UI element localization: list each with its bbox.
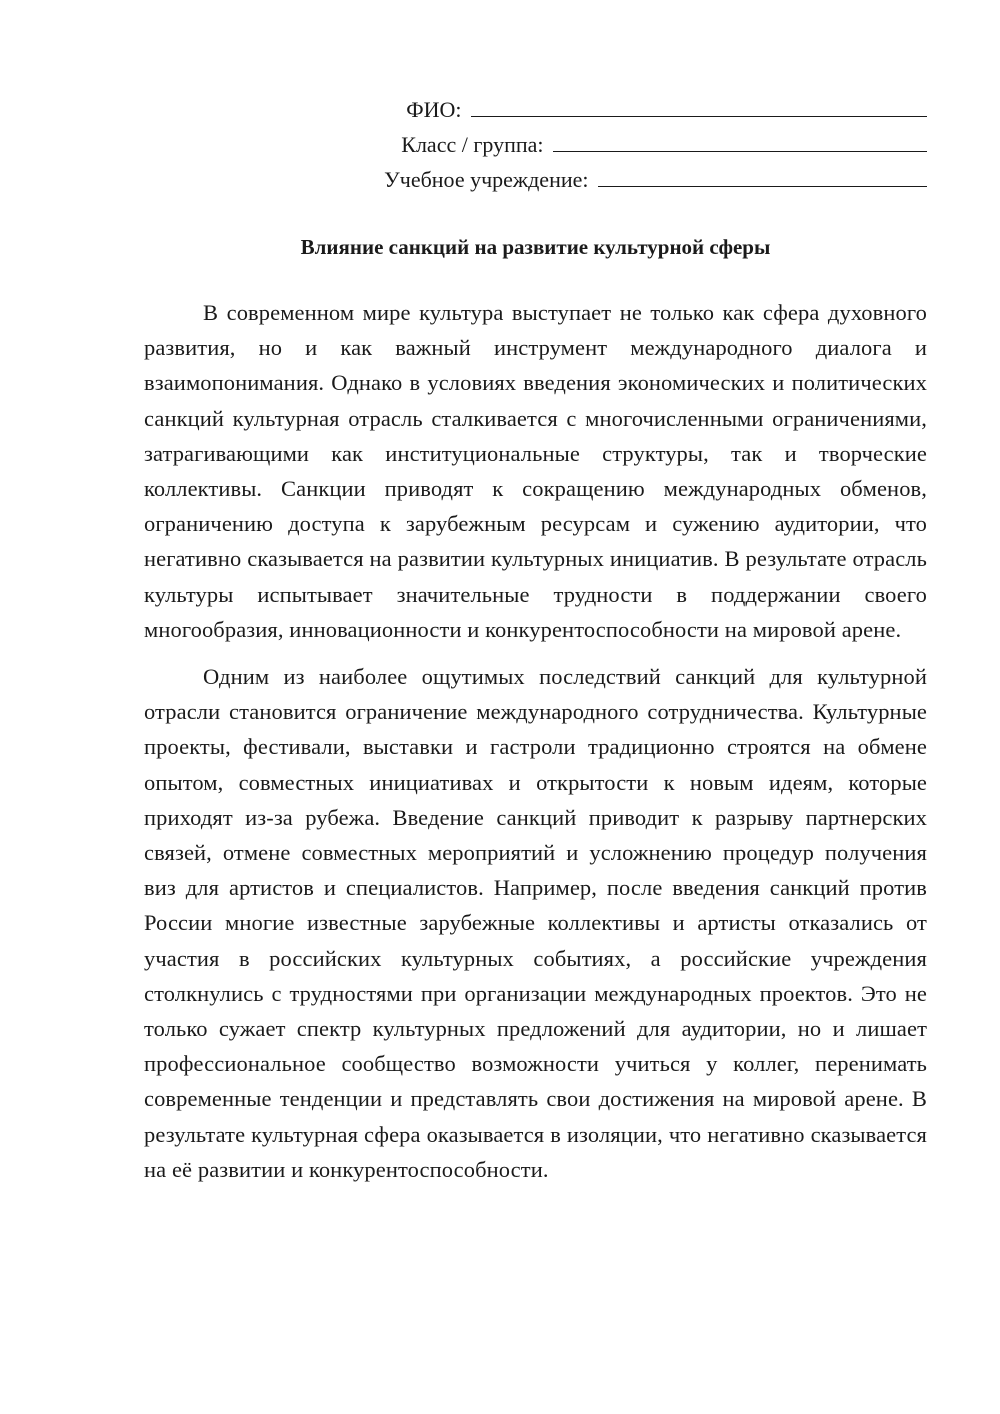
class-label: Класс / группа: [401,132,549,157]
paragraph-1: В современном мире культура выступает не только как сфера духовного развития, но и как важный инструмент международного диалога и взаимопонимания. Однако в условиях введения экономических и политических санкций культурная отрасль сталкивается с многочисленными ограничениями, затрагивающими как институциональные структуры, так и творческие коллективы. Санкции приводят к сокращению международных обменов, ограничению доступа к зарубежным ресурсам и сужению аудитории, что негативно сказывается на развитии культурных инициатив. В результате отрасль культуры испытывает значительные трудности в поддержании своего многообразия, инновационности и конкурентоспособности на мировой арене. [144,300,927,642]
class-blank-line[interactable] [553,131,927,152]
student-info-header [300,92,927,197]
fio-blank-line[interactable] [471,96,927,117]
paragraph-2: Одним из наиболее ощутимых последствий санкций для культурной отрасли становится ограничение международного сотрудничества. Культурные проекты, фестивали, выставки и гастроли традиционно строятся на обмене опытом, совместных инициативах и открытости к новым идеям, которые приходят из-за рубежа. Введение санкций приводит к разрыву партнерских связей, отмене совместных мероприятий и усложнению процедур получения виз для артистов и специалистов. Например, после введения санкций против России многие известные зарубежные коллективы и артисты отказались от участия в российских культурных событиях, а российские учреждения столкнулись с трудностями при организации международных проектов. Это не только сужает спектр культурных предложений для аудитории, но и лишает профессиональное сообщество возможности учиться у коллег, перенимать современные тенденции и представлять свои достижения на мировой арене. В результате культурная сфера оказывается в изоляции, что негативно сказывается на её развитии и конкурентоспособности. [144,664,927,1182]
school-label: Учебное учреждение: [384,167,594,192]
class-row [300,127,927,162]
fio-label: ФИО: [406,97,467,122]
school-row [300,162,927,197]
fio-row [300,92,927,127]
school-blank-line[interactable] [598,166,927,187]
document-title: Влияние санкций на развитие культурной сферы [300,235,771,259]
document-body [144,295,927,1187]
